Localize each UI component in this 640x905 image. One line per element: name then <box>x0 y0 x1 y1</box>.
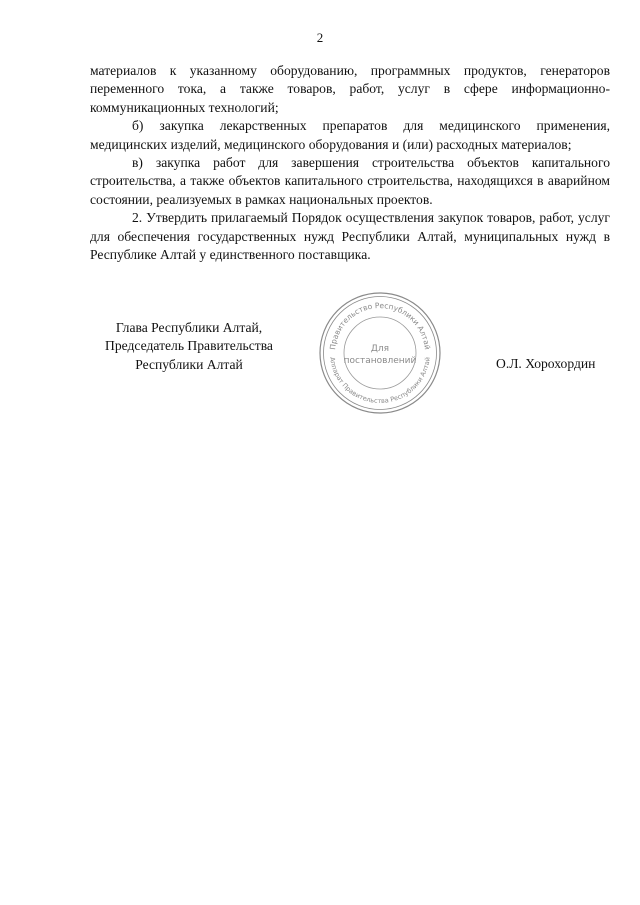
seal-ring-text-bottom: Аппарат Правительства Республики Алтай <box>328 356 432 406</box>
signatory-name: О.Л. Хорохордин <box>496 356 596 371</box>
signatory-title <box>84 319 294 374</box>
signatory-title-line: Республики Алтай <box>135 356 243 372</box>
paragraph-point-2: 2. Утвердить прилагаемый Порядок осуществления закупок товаров, работ, услуг для обеспечения государственных нужд Республики Алтай, муниципальных нужд в Республике Алтай у единственного поставщика. <box>90 210 610 263</box>
seal-center-text: постановлений <box>343 356 417 366</box>
page-number: 2 <box>316 30 324 45</box>
seal-center-text: Для <box>370 344 390 354</box>
paragraph-continuation: материалов к указанному оборудованию, программных продуктов, генераторов переменного тока, а также товаров, работ, услуг в сфере информационно-коммуникационных технологий; <box>90 63 610 115</box>
seal-ring-text-top: Правительство Республики Алтай <box>328 300 432 351</box>
paragraph-item-b: б) закупка лекарственных препаратов для медицинского применения, медицинских изделий, медицинского оборудования и (или) расходных материалов; <box>90 118 610 152</box>
signatory-title-line: Глава Республики Алтай, <box>115 320 263 335</box>
paragraph-item-v: в) закупка работ для завершения строительства объектов капитального строительства, а также объектов капитального строительства, находящихся в аварийном состоянии, реализуемых в рамках национальных проектов. <box>90 155 610 207</box>
document-body <box>90 62 610 264</box>
signatory-title-line: Председатель Правительства <box>105 338 273 354</box>
official-seal <box>318 291 442 415</box>
